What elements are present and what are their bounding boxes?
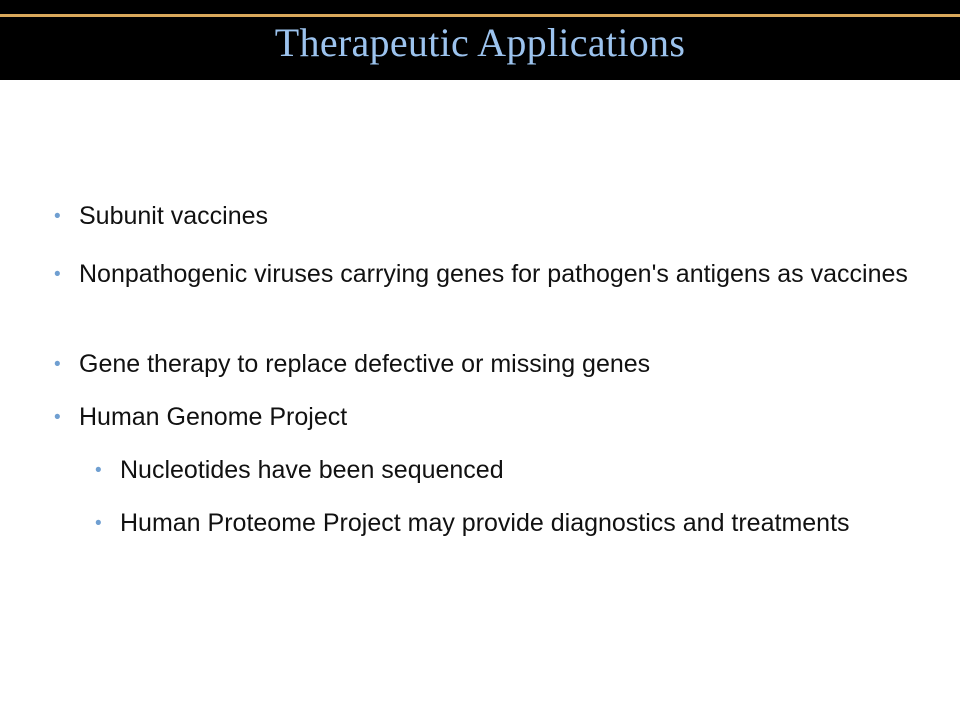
- bullet-dot-icon: •: [54, 206, 61, 227]
- bullet-dot-icon: •: [54, 354, 61, 375]
- bullet-dot-icon: •: [95, 513, 102, 534]
- bullet-item: [54, 402, 909, 433]
- bullet-item: [54, 349, 909, 380]
- bullet-item: [54, 259, 909, 290]
- bullet-text: Human Genome Project: [79, 403, 348, 431]
- bullet-dot-icon: •: [54, 407, 61, 428]
- bullet-text: Gene therapy to replace defective or missing genes: [79, 350, 651, 378]
- bullet-text: Nucleotides have been sequenced: [120, 456, 504, 484]
- slide-title: Therapeutic Applications: [274, 20, 686, 65]
- bullet-item: [54, 201, 909, 232]
- bullet-text: Subunit vaccines: [79, 202, 269, 230]
- bullet-text: Nonpathogenic viruses carrying genes for pathogen's antigens as vaccines: [79, 260, 908, 288]
- sub-bullet-item: [95, 455, 900, 486]
- bullet-dot-icon: •: [95, 460, 102, 481]
- bullet-dot-icon: •: [54, 264, 61, 285]
- sub-bullet-item: [95, 508, 900, 539]
- bullet-text: Human Proteome Project may provide diagnostics and treatments: [120, 509, 850, 537]
